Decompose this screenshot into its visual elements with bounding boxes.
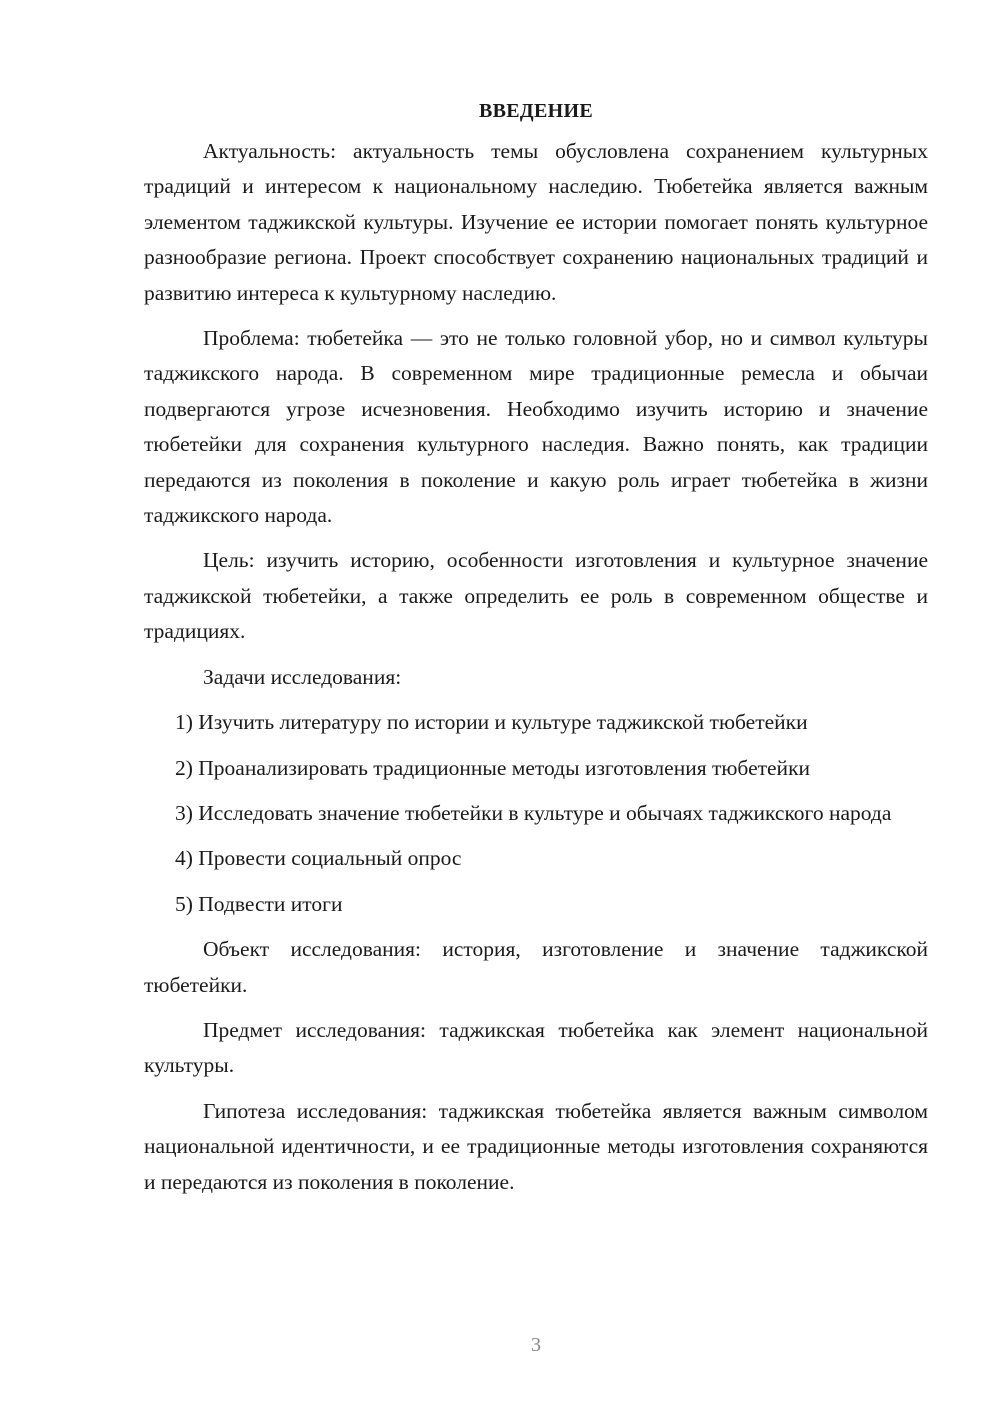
paragraph-goal: Цель: изучить историю, особенности изготовления и культурное значение таджикской тюбетейки, а также определить ее роль в современном обществе и традициях. bbox=[144, 548, 928, 644]
task-item-1: 1) Изучить литературу по истории и культуре таджикской тюбетейки bbox=[175, 710, 808, 735]
paragraph-problem: Проблема: тюбетейка — это не только головной убор, но и символ культуры таджикского народа. В современном мире традиционные ремесла и обычаи подвергаются угрозе исчезновения. Необходимо изучить историю и значение тюбетейки для сохранения культурного наследия. Важно понять, как традиции передаются из поколения в поколение и какую роль играет тюбетейка в жизни таджикского народа. bbox=[144, 326, 928, 528]
task-item-5: 5) Подвести итоги bbox=[175, 891, 343, 916]
page-title: ВВЕДЕНИЕ bbox=[479, 100, 593, 122]
task-item-2: 2) Проанализировать традиционные методы изготовления тюбетейки bbox=[175, 755, 811, 780]
paragraph-object: Объект исследования: история, изготовление и значение таджикской тюбетейки. bbox=[144, 937, 928, 997]
page-number: 3 bbox=[531, 1334, 541, 1356]
paragraph-hypothesis: Гипотеза исследования: таджикская тюбетейка является важным символом национальной идентичности, и ее традиционные методы изготовления сохраняются и передаются из поколения в поколение. bbox=[144, 1098, 928, 1194]
document-page bbox=[144, 96, 928, 1210]
paragraph-subject: Предмет исследования: таджикская тюбетейка как элемент национальной культуры. bbox=[144, 1017, 928, 1078]
paragraph-relevance: Актуальность: актуальность темы обусловлена сохранением культурных традиций и интересом к национальному наследию. Тюбетейка является важным элементом таджикской культуры. Изучение ее истории помогает понять культурное разнообразие региона. Проект способствует сохранению национальных традиций и развитию интереса к культурному наследию. bbox=[144, 139, 928, 305]
paragraph-tasks-heading: Задачи исследования: bbox=[203, 664, 402, 689]
task-item-4: 4) Провести социальный опрос bbox=[175, 846, 462, 871]
task-item-3: 3) Исследовать значение тюбетейки в культуре и обычаях таджикского народа bbox=[175, 800, 892, 825]
